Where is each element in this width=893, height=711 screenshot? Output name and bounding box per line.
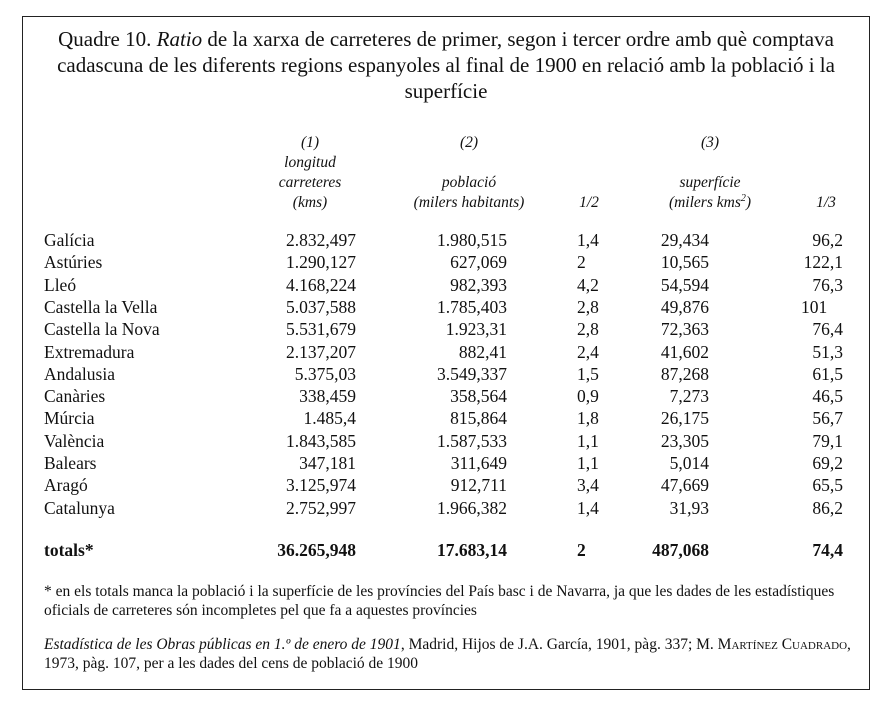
header-label: (3): [700, 134, 720, 151]
footnote: * en els totals manca la població i la superfície de les províncies del País basc i de Navarra, ja que les dades de les estadístiques oficials de carreteres són incompletes pel que fa a aquestes províncies: [44, 583, 835, 619]
cell-longitud: 1.290,127: [286, 252, 356, 273]
cell-ratio-1-2: 3,4: [577, 475, 599, 496]
header-ratio-1-3: [806, 193, 846, 213]
source-note: [44, 635, 859, 673]
title-text: de la xarxa de carreteres de primer, segon i tercer ordre amb què comptava cadascuna de les diferents regions espanyoles al final de 1900 en relació amb la població i la superfície: [57, 27, 835, 103]
source-text: , Madrid, Hijos de J.A. García, 1901, pàg. 337; M.: [400, 636, 718, 653]
table-row: [0, 474, 893, 496]
cell-region: Lleó: [44, 274, 77, 295]
cell-ratio-1-2: 1,1: [577, 430, 599, 451]
cell-ratio-1-2: 1,4: [577, 230, 599, 250]
cell-poblacio: 3.549,337: [437, 363, 507, 384]
cell-superficie: 47,669: [660, 475, 709, 496]
cell-longitud: 347,181: [299, 453, 356, 473]
table-row: [0, 452, 893, 474]
cell-poblacio: 1.980,515: [437, 230, 507, 250]
cell-superficie: 23,305: [660, 430, 709, 451]
cell-region: València: [44, 430, 105, 451]
cell-ratio-1-3: 74,4: [812, 540, 843, 560]
table-row: [0, 274, 893, 296]
cell-longitud: 2.752,997: [286, 497, 356, 518]
header-label: població: [441, 174, 497, 191]
table-title: [24, 26, 868, 104]
cell-ratio-1-2: 4,2: [577, 274, 599, 295]
header-label: (2): [459, 134, 479, 151]
cell-ratio-1-2: 2,8: [577, 319, 599, 340]
header-label: (milers habitants): [413, 194, 525, 211]
cell-superficie: 87,268: [660, 363, 709, 384]
cell-ratio-1-2: 0,9: [577, 386, 599, 407]
cell-poblacio: 358,564: [450, 386, 507, 407]
cell-poblacio: 912,711: [450, 475, 507, 496]
header-label: carreteres: [278, 174, 342, 191]
cell-ratio-1-3: 46,5: [812, 386, 843, 407]
cell-region: Balears: [44, 453, 97, 473]
cell-poblacio: 1.785,403: [437, 296, 507, 317]
cell-superficie: 7,273: [669, 386, 709, 407]
header-label: superfície: [679, 174, 741, 191]
table-row: [0, 341, 893, 363]
cell-ratio-1-2: 1,5: [577, 363, 599, 384]
cell-longitud: 5.375,03: [294, 363, 356, 384]
cell-ratio-1-3: 96,2: [812, 230, 843, 250]
cell-superficie: 31,93: [669, 497, 709, 518]
cell-poblacio: 815,864: [450, 408, 507, 429]
cell-ratio-1-2: 1,8: [577, 408, 599, 429]
header-label: longitud: [284, 154, 336, 171]
cell-region: Castella la Nova: [44, 319, 160, 340]
header-label: (1): [300, 134, 320, 151]
cell-poblacio: 1.966,382: [437, 497, 507, 518]
cell-longitud: 4.168,224: [286, 274, 356, 295]
cell-ratio-1-3: 86,2: [812, 497, 843, 518]
cell-poblacio: 1.587,533: [437, 430, 507, 451]
cell-ratio-1-2: 2,8: [577, 296, 599, 317]
cell-superficie: 5,014: [669, 453, 709, 473]
cell-longitud: 5.531,679: [286, 319, 356, 340]
cell-poblacio: 1.923,31: [445, 319, 507, 340]
header-sup: 2: [740, 192, 746, 204]
cell-ratio-1-3: 76,4: [812, 319, 843, 340]
cell-ratio-1-3: 69,2: [812, 453, 843, 473]
cell-region: Castella la Vella: [44, 296, 158, 317]
source-author: Martínez Cuadrado: [717, 636, 848, 653]
header-superficie: [648, 133, 772, 213]
source-text: , 1973, pàg. 107, per a les dades del cens de població de 1900: [44, 636, 851, 672]
header-longitud: [262, 133, 358, 213]
header-poblacio: [398, 133, 540, 213]
cell-longitud: 1.843,585: [286, 430, 356, 451]
cell-poblacio: 17.683,14: [437, 540, 507, 560]
table-row-totals: [0, 539, 893, 561]
table-row: [0, 407, 893, 429]
cell-ratio-1-3: 101: [801, 296, 828, 317]
cell-superficie: 10,565: [660, 252, 709, 273]
header-text: (milers kms: [668, 194, 741, 211]
cell-poblacio: 882,41: [458, 341, 507, 362]
header-label: (kms): [292, 194, 328, 211]
cell-superficie: 487,068: [652, 540, 709, 560]
cell-region: Canàries: [44, 386, 106, 407]
cell-region: Catalunya: [44, 497, 115, 518]
cell-longitud: 3.125,974: [286, 475, 356, 496]
cell-superficie: 72,363: [660, 319, 709, 340]
table-row: [0, 229, 893, 251]
cell-longitud: 338,459: [299, 386, 356, 407]
cell-poblacio: 311,649: [450, 453, 507, 473]
table-row: [0, 318, 893, 340]
cell-region: Aragó: [44, 475, 88, 496]
cell-region: Extremadura: [44, 341, 135, 362]
cell-longitud: 2.137,207: [286, 341, 356, 362]
cell-ratio-1-3: 122,1: [803, 252, 843, 273]
header-text: ): [745, 194, 752, 211]
table-row: [0, 430, 893, 452]
cell-ratio-1-3: 61,5: [812, 363, 843, 384]
cell-ratio-1-2: 2: [577, 540, 586, 560]
cell-ratio-1-2: 1,1: [577, 453, 599, 473]
cell-region: totals*: [44, 540, 94, 560]
cell-longitud: 36.265,948: [277, 540, 356, 560]
table-row: [0, 251, 893, 273]
cell-superficie: 29,434: [660, 230, 709, 250]
cell-ratio-1-3: 79,1: [812, 430, 843, 451]
cell-longitud: 5.037,588: [286, 296, 356, 317]
cell-region: Astúries: [44, 252, 103, 273]
cell-region: Múrcia: [44, 408, 95, 429]
title-italic: Ratio: [156, 27, 203, 51]
header-ratio-1-2: [570, 193, 608, 213]
table-row: [0, 296, 893, 318]
cell-poblacio: 627,069: [450, 252, 507, 273]
cell-poblacio: 982,393: [450, 274, 507, 295]
cell-ratio-1-3: 51,3: [812, 341, 843, 362]
table-row: [0, 497, 893, 519]
table-row: [0, 385, 893, 407]
cell-longitud: 2.832,497: [286, 230, 356, 250]
table-row: [0, 363, 893, 385]
cell-longitud: 1.485,4: [303, 408, 356, 429]
header-label: [648, 193, 772, 213]
cell-superficie: 26,175: [660, 408, 709, 429]
cell-region: Andalusia: [44, 363, 115, 384]
cell-superficie: 41,602: [660, 341, 709, 362]
header-label: 1/2: [579, 194, 599, 211]
header-label: 1/3: [816, 194, 836, 211]
title-prefix: Quadre 10.: [58, 27, 152, 51]
cell-ratio-1-2: 2,4: [577, 341, 599, 362]
cell-superficie: 54,594: [660, 274, 709, 295]
cell-ratio-1-2: 1,4: [577, 497, 599, 518]
cell-ratio-1-3: 65,5: [812, 475, 843, 496]
cell-region: Galícia: [44, 230, 95, 250]
cell-ratio-1-3: 76,3: [812, 274, 843, 295]
cell-ratio-1-3: 56,7: [812, 408, 843, 429]
source-title: Estadística de les Obras públicas en 1.º de enero de 1901: [44, 636, 401, 653]
cell-superficie: 49,876: [660, 296, 709, 317]
cell-ratio-1-2: 2: [577, 252, 586, 273]
